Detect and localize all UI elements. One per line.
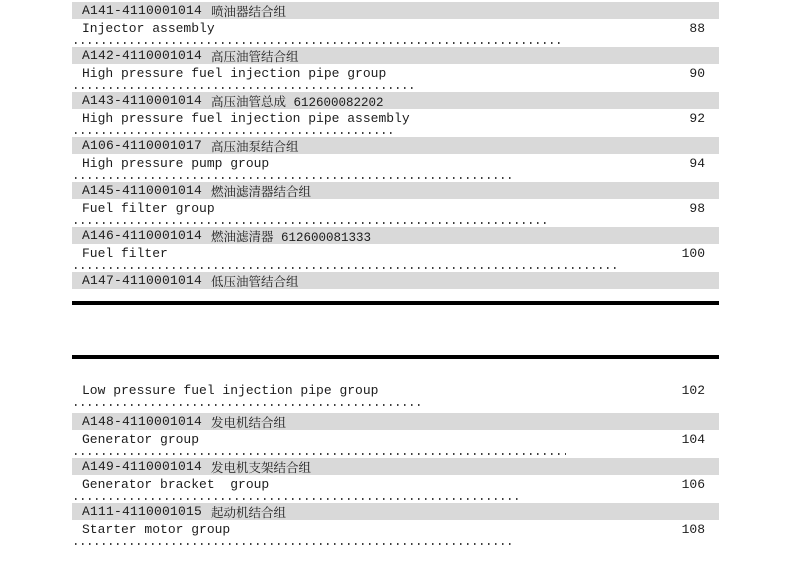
entry-name-cn: 起动机结合组	[211, 506, 287, 521]
entry-name-en: Injector assembly	[82, 21, 215, 36]
entry-code: A141-4110001014	[82, 3, 203, 18]
entry-code: A142-4110001014	[82, 48, 203, 63]
entry-english-row	[72, 475, 719, 494]
entry-name-en: Starter motor group	[82, 522, 231, 537]
dot-leader	[72, 449, 719, 458]
toc-entry	[72, 182, 719, 227]
toc-entry	[72, 137, 719, 182]
dot-leader	[72, 494, 719, 503]
page-2	[72, 355, 719, 548]
entry-name-en: High pressure fuel injection pipe assembly	[82, 111, 410, 126]
entry-english-row	[72, 109, 719, 128]
entry-name-cn: 燃油滤清器 612600081333	[211, 230, 372, 245]
entry-code: A148-4110001014	[82, 414, 203, 429]
dot-leader	[72, 173, 719, 182]
entry-name-cn: 高压油管总成 612600082202	[211, 95, 384, 110]
dot-leader	[72, 83, 719, 92]
toc-entry	[72, 458, 719, 503]
entry-name-en: Fuel filter	[82, 246, 168, 261]
entry-name-cn: 高压油泵结合组	[211, 140, 299, 155]
toc-entry	[72, 227, 719, 272]
entry-name-cn: 喷油器结合组	[211, 5, 287, 20]
entry-code: A149-4110001014	[82, 459, 203, 474]
entry-code: A111-4110001015	[82, 504, 203, 519]
entry-code: A147-4110001014	[82, 273, 203, 288]
toc-entry	[72, 92, 719, 137]
entry-page-number: 92	[689, 111, 705, 126]
entry-page-number: 98	[689, 201, 705, 216]
entry-name-en: Low pressure fuel injection pipe group	[82, 383, 379, 398]
dot-leader	[72, 38, 719, 47]
toc-entry	[72, 503, 719, 548]
entry-code: A145-4110001014	[82, 183, 203, 198]
entry-name-cn: 发电机支架结合组	[211, 461, 312, 476]
entry-header	[72, 182, 719, 199]
entry-page-number: 94	[689, 156, 705, 171]
entry-name-en: Generator group	[82, 432, 200, 447]
entry-name-en: Fuel filter group	[82, 201, 215, 216]
entry-name-cn: 低压油管结合组	[211, 275, 299, 290]
entry-english-row	[72, 64, 719, 83]
entry-header	[72, 413, 719, 430]
page-break-gap	[72, 305, 719, 355]
toc-entry	[72, 413, 719, 458]
dot-leader	[72, 539, 719, 548]
dot-leader	[72, 128, 719, 137]
page-top-margin	[72, 359, 719, 381]
entry-header	[72, 47, 719, 64]
entry-english-row	[72, 199, 719, 218]
entry-header	[72, 137, 719, 154]
entry-page-number: 100	[681, 246, 705, 261]
dot-leader	[72, 218, 719, 227]
entry-name-cn: 发电机结合组	[211, 416, 287, 431]
entry-code: A143-4110001014	[82, 93, 203, 108]
toc-entry	[72, 272, 719, 289]
entry-page-number: 102	[681, 383, 705, 398]
entry-english-row	[72, 381, 719, 400]
page-1	[72, 2, 719, 305]
entry-name-en: Generator bracket group	[82, 477, 270, 492]
entry-header	[72, 227, 719, 244]
entry-english-row	[72, 19, 719, 38]
entry-header	[72, 92, 719, 109]
entry-name-en: High pressure fuel injection pipe group	[82, 66, 387, 81]
entry-english-row	[72, 154, 719, 173]
page-bottom-margin	[72, 289, 719, 301]
entry-header	[72, 272, 719, 289]
entry-page-number: 90	[689, 66, 705, 81]
entry-code: A146-4110001014	[82, 228, 203, 243]
dot-leader	[72, 263, 719, 272]
entry-header	[72, 458, 719, 475]
entry-name-en: High pressure pump group	[82, 156, 270, 171]
toc-content	[72, 0, 719, 548]
entry-english-row	[72, 430, 719, 449]
entry-page-number: 104	[681, 432, 705, 447]
entry-page-number: 106	[681, 477, 705, 492]
toc-entry	[72, 381, 719, 409]
toc-entry	[72, 47, 719, 92]
dot-leader	[72, 400, 719, 409]
entry-name-cn: 燃油滤清器结合组	[211, 185, 312, 200]
entry-english-row	[72, 520, 719, 539]
entry-header	[72, 2, 719, 19]
entry-page-number: 88	[689, 21, 705, 36]
entry-page-number: 108	[681, 522, 705, 537]
toc-entry	[72, 2, 719, 47]
entry-name-cn: 高压油管结合组	[211, 50, 299, 65]
entry-english-row	[72, 244, 719, 263]
entry-header	[72, 503, 719, 520]
entry-code: A106-4110001017	[82, 138, 203, 153]
